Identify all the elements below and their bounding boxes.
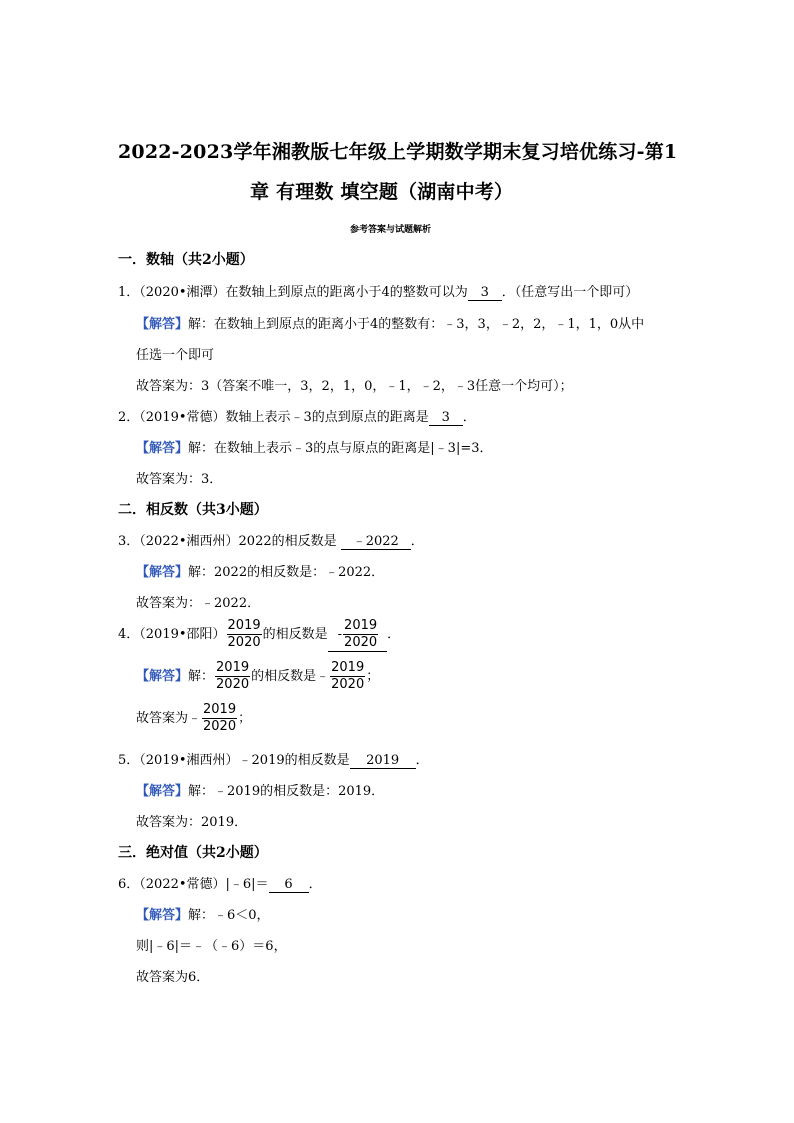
fraction-numerator: 2019: [331, 660, 365, 675]
question-4-answer: [328, 618, 388, 652]
solution-1-text: 解：在数轴上到原点的距离小于4的整数有：﹣3，3，﹣2，2，﹣1，1，0从中: [188, 317, 645, 332]
question-6-text: 6．（2022•常德）|﹣6|＝: [118, 877, 269, 892]
question-3-answer: ﹣2022: [341, 534, 411, 550]
section-heading-absolute-value: 三．绝对值（共2小题）: [118, 845, 268, 861]
solution-2-text: 解：在数轴上表示﹣3的点与原点的距离是|﹣3|=3．: [188, 441, 493, 456]
question-5-text: 5．（2019•湘西州）﹣2019的相反数是: [118, 753, 350, 768]
solution-4: [136, 660, 379, 693]
answer-2-final: 故答案为：3．: [136, 472, 223, 487]
solution-3-text: 解：2022的相反数是：﹣2022．: [188, 565, 385, 580]
question-2: [118, 406, 476, 426]
question-4: [118, 618, 400, 652]
solution-5-text: 解：﹣2019的相反数是：2019．: [188, 784, 385, 799]
solution-4-end: ；: [366, 669, 380, 684]
question-5-answer: 2019: [350, 753, 416, 769]
solution-label: 【解答】: [136, 317, 189, 332]
solution-3: [136, 561, 384, 580]
solution-label: 【解答】: [136, 908, 189, 923]
fraction-denominator: 2020: [216, 677, 250, 692]
section-heading-opposite-numbers: 二．相反数（共3小题）: [118, 502, 268, 518]
solution-5: [136, 780, 384, 799]
answer-5-final: 故答案为：2019．: [136, 815, 248, 830]
solution-4-prefix: 解：: [188, 669, 215, 684]
solution-label: 【解答】: [136, 441, 189, 456]
question-6: [118, 873, 322, 893]
fraction: [202, 702, 237, 735]
solution-4-mid: 的相反数是﹣: [251, 669, 330, 684]
fraction: [215, 660, 250, 693]
question-3: [118, 530, 424, 550]
question-4-text: 4．（2019•邵阳）: [118, 627, 226, 642]
fraction-denominator: 2020: [344, 635, 378, 650]
answer-4-final: [136, 702, 251, 735]
question-3-suffix: ．: [410, 534, 424, 549]
question-2-answer: 3: [429, 410, 463, 426]
question-3-text: 3．（2022•湘西州）2022的相反数是: [118, 534, 337, 549]
question-6-suffix: ．: [308, 877, 322, 892]
fraction-numerator: 2019: [203, 702, 237, 717]
answer-3-final: 故答案为：﹣2022．: [136, 596, 261, 611]
fraction: [227, 618, 262, 651]
page-subtitle: 参考答案与试题解析: [350, 225, 432, 235]
answer-1-final: 故答案为：3（答案不唯一，3，2，1，0，﹣1，﹣2，﹣3任意一个均可）；: [136, 379, 573, 394]
fraction-denominator: 2020: [203, 719, 237, 734]
fraction-numerator: 2019: [344, 618, 378, 633]
solution-label: 【解答】: [136, 565, 189, 580]
solution-6: [136, 904, 270, 923]
page-title-line-2: 章 有理数 填空题（湖南中考）: [250, 181, 514, 203]
answer-6-final: 故答案为6．: [136, 970, 210, 985]
question-1: [118, 281, 638, 301]
question-1-suffix: ．（任意写出一个即可）: [501, 285, 639, 300]
fraction-denominator: 2020: [227, 635, 261, 650]
solution-label: 【解答】: [136, 669, 189, 684]
solution-6-continued: 则|﹣6|＝﹣（﹣6）＝6，: [136, 939, 287, 954]
fraction: [343, 618, 378, 651]
section-heading-number-line: 一．数轴（共2小题）: [118, 252, 254, 268]
answer-4-end: ；: [238, 711, 252, 726]
question-2-suffix: ．: [462, 410, 476, 425]
question-2-text: 2．（2019•常德）数轴上表示﹣3的点到原点的距离是: [118, 410, 429, 425]
question-4-mid: 的相反数是: [262, 627, 328, 642]
solution-1: [136, 313, 644, 332]
fraction-numerator: 2019: [216, 660, 250, 675]
fraction-numerator: 2019: [227, 618, 261, 633]
question-6-answer: 6: [269, 877, 309, 893]
fraction-denominator: 2020: [331, 677, 365, 692]
fraction: [330, 660, 365, 693]
solution-1-continued: 任选一个即可: [136, 348, 215, 363]
solution-2: [136, 437, 492, 456]
solution-label: 【解答】: [136, 784, 189, 799]
question-1-text: 1．（2020•湘潭）在数轴上到原点的距离小于4的整数可以为: [118, 285, 468, 300]
answer-4-prefix: 故答案为﹣: [136, 711, 202, 726]
question-4-answer-sign: -: [337, 627, 343, 642]
question-4-suffix: ．: [387, 627, 401, 642]
question-5: [118, 749, 429, 769]
question-1-answer: 3: [468, 285, 502, 301]
solution-6-text: 解：﹣6＜0，: [188, 908, 270, 923]
page-title-line-1: 2022-2023学年湘教版七年级上学期数学期末复习培优练习-第1: [118, 141, 678, 163]
question-5-suffix: ．: [415, 753, 429, 768]
